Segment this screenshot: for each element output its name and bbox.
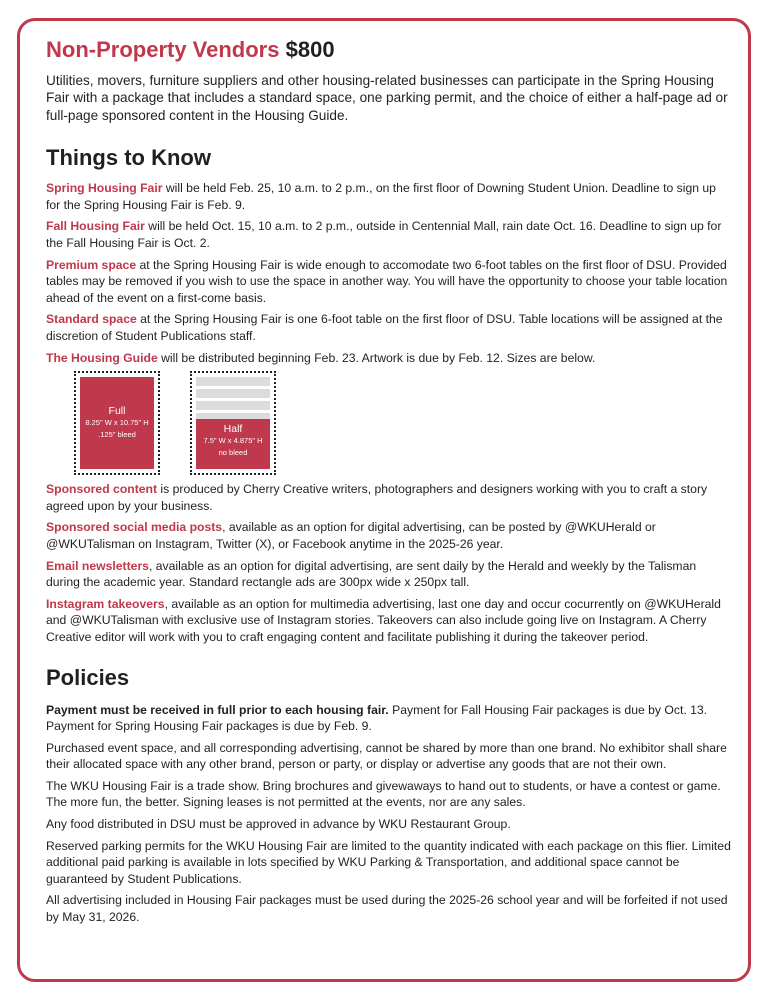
item-text: , available as an option for digital advertising, can be posted by @WKUHerald or @WKUTalisman on Instagram, Twitter (X), or Facebook anytime in the 2025-26 year. — [46, 520, 656, 551]
full-page-ad-area — [80, 377, 154, 469]
placeholder-line — [196, 401, 270, 410]
item-instagram-takeovers — [46, 596, 732, 646]
item-lead: Sponsored content — [46, 482, 158, 497]
policy-paragraph: Reserved parking permits for the WKU Housing Fair are limited to the quantity indicated with each package on this flier. Limited additional paid parking is available in lots specified by WKU Parking & Transportation, and additional space cannot be guaranteed by Student Publications. — [46, 838, 731, 886]
main-content — [46, 36, 732, 931]
policy-paragraph: All advertising included in Housing Fair packages must be used during the 2025-26 school year and will be forfeited if not used by May 31, 2026. — [46, 893, 728, 925]
item-lead: Standard space — [46, 312, 137, 327]
item-text: at the Spring Housing Fair is wide enough to accomodate two 6-foot tables on the first floor of DSU. Provided tables may be removed if you wish to use the space in another way. You will have the opportunity to choose your table location ahead of the event on a first-come basis. — [46, 257, 728, 305]
policy-payment — [46, 702, 732, 735]
policy-paragraph: Any food distributed in DSU must be approved in advance by WKU Restaurant Group. — [46, 817, 511, 832]
item-spring-fair — [46, 180, 732, 213]
vendors-title-text: Non-Property Vendors — [46, 37, 280, 62]
item-lead: The Housing Guide — [46, 350, 158, 365]
vendors-description: Utilities, movers, furniture suppliers and other housing-related businesses can participate in the Spring Housing Fair with a package that includes a standard space, one parking permit, and the choice of either a half-page ad or full-page sponsored content in the Housing Guide. — [46, 73, 728, 123]
half-page-ad-diagram — [190, 371, 276, 475]
item-text: is produced by Cherry Creative writers, photographers and designers working with you to craft a story agreed upon by your business. — [46, 482, 708, 513]
item-lead: Email newsletters — [46, 558, 149, 573]
policies-list — [46, 702, 732, 926]
item-lead: Spring Housing Fair — [46, 181, 163, 196]
placeholder-line — [196, 389, 270, 398]
item-fall-fair — [46, 218, 732, 251]
item-lead: Instagram takeovers — [46, 596, 165, 611]
half-ad-name: Half — [223, 423, 243, 436]
item-lead: Sponsored social media posts — [46, 520, 223, 535]
item-text: , available as an option for multimedia advertising, last one day and occur cocurrently on @WKUHerald and @WKUTalisman with exclusive use of Instagram stories. Takeovers can also include going live on Instagram. A Cherry Creative editor will work with you to craft engaging content and facilitate publishing it during the takeover period. — [46, 596, 721, 644]
full-ad-bleed: .125" bleed — [98, 430, 136, 440]
half-page-ad-area — [196, 419, 270, 469]
item-lead: Premium space — [46, 257, 137, 272]
full-ad-size: 8.25" W x 10.75" H — [85, 418, 149, 428]
placeholder-line — [196, 377, 270, 386]
item-social-posts — [46, 519, 732, 552]
item-email-newsletters — [46, 558, 732, 591]
policy-paragraph: Purchased event space, and all corresponding advertising, cannot be shared by more than one brand. No exhibitor shall share their allocated space with any other brand, person or party, or display or advertise any goods that are not their own. — [46, 740, 727, 772]
vendors-price: $800 — [285, 37, 335, 62]
item-text: , available as an option for digital advertising, are sent daily by the Herald and weekly by the Talisman during the academic year. Standard rectangle ads are 300px wide x 250px tall. — [46, 558, 697, 590]
item-text: at the Spring Housing Fair is one 6-foot table on the first floor of DSU. Table locations will be assigned at the discretion of Student Publications staff. — [46, 312, 723, 343]
full-page-ad-diagram — [74, 371, 160, 475]
item-housing-guide — [46, 350, 732, 367]
item-sponsored-content — [46, 481, 732, 514]
half-ad-size: 7.5" W x 4.875" H — [203, 436, 263, 446]
item-text: will be held Feb. 25, 10 a.m. to 2 p.m., on the first floor of Downing Student Union. Deadline to sign up for the Spring Housing Fair is Feb. 9. — [46, 181, 716, 212]
full-ad-name: Full — [108, 405, 126, 418]
item-lead: Fall Housing Fair — [46, 219, 145, 234]
item-premium-space — [46, 257, 732, 307]
policy-bold: Payment must be received in full prior to each housing fair. — [46, 702, 389, 717]
things-heading: Things to Know — [46, 145, 211, 171]
policy-paragraph: The WKU Housing Fair is a trade show. Bring brochures and givewaways to hand out to students, or have a contest or game. The more fun, the better. Signing leases is not permitted at the events, nor are any sales. — [46, 778, 721, 810]
half-ad-bleed: no bleed — [218, 448, 248, 458]
item-text: will be held Oct. 15, 10 a.m. to 2 p.m., outside in Centennial Mall, rain date Oct. 16. Deadline to sign up for the Fall Housing Fair is Oct. 2. — [46, 219, 722, 250]
policy-text: Payment for Fall Housing Fair packages is due by Oct. 13. Payment for Spring Housing Fair packages is due by Feb. 9. — [46, 702, 708, 734]
item-text: will be distributed beginning Feb. 23. Artwork is due by Feb. 12. Sizes are below. — [157, 350, 596, 365]
item-standard-space — [46, 311, 732, 344]
vendors-title — [46, 36, 732, 64]
policies-heading: Policies — [46, 664, 130, 690]
ad-size-diagrams — [46, 371, 732, 481]
things-list — [46, 180, 732, 645]
